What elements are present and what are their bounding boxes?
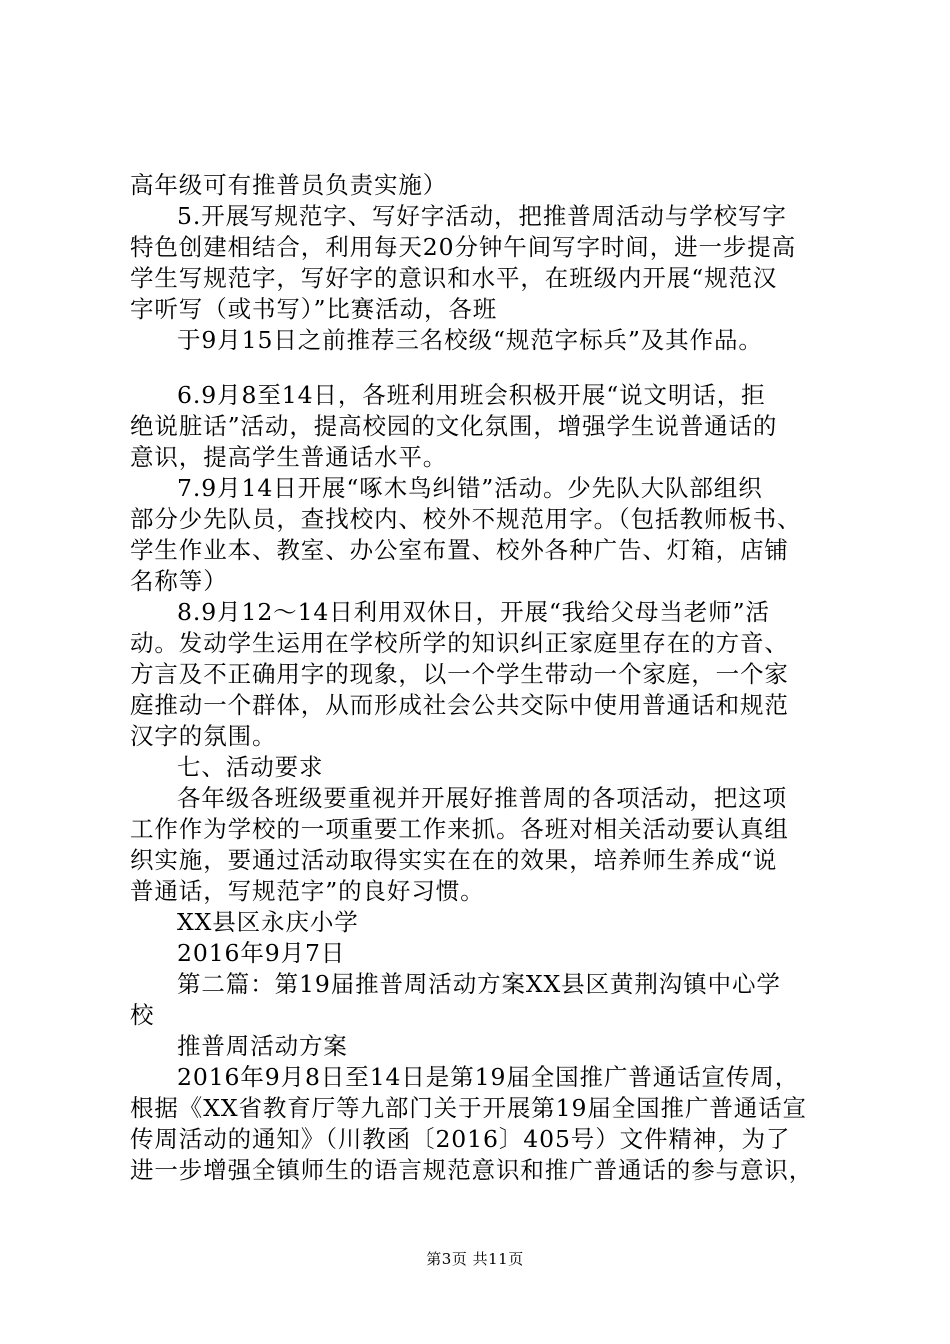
text-line: 根据《XX省教育厅等九部门关于开展第19届全国推广普通话宣 xyxy=(130,1094,807,1122)
text-line: 方言及不正确用字的现象，以一个学生带动一个家庭，一个家 xyxy=(130,660,789,688)
text-line: 特色创建相结合，利用每天20分钟午间写字时间，进一步提高 xyxy=(130,233,797,261)
text-line: 5.开展写规范字、写好字活动，把推普周活动与学校写字 xyxy=(177,202,787,230)
chapter-heading-continued: 校 xyxy=(130,1001,155,1029)
text-line: 于9月15日之前推荐三名校级“规范字标兵”及其作品。 xyxy=(177,326,763,354)
text-line: 学生写规范字，写好字的意识和水平，在班级内开展“规范汉 xyxy=(130,264,778,292)
plan-title: 推普周活动方案 xyxy=(177,1032,348,1060)
section-heading: 七、活动要求 xyxy=(177,753,324,781)
text-line: 7.9月14日开展“啄木鸟纠错”活动。少先队大队部组织 xyxy=(177,474,763,502)
text-line: 织实施，要通过活动取得实实在在的效果，培养师生养成“说 xyxy=(130,846,778,874)
text-line: 绝说脏话”活动，提高校园的文化氛围，增强学生说普通话的 xyxy=(130,412,778,440)
text-line: 高年级可有推普员负责实施） xyxy=(130,171,448,199)
text-line: 工作作为学校的一项重要工作来抓。各班对相关活动要认真组 xyxy=(130,815,789,843)
text-line: 名称等） xyxy=(130,567,228,595)
chapter-heading: 第二篇：第19届推普周活动方案XX县区黄荆沟镇中心学 xyxy=(177,970,781,998)
text-line: 普通话，写规范字”的良好习惯。 xyxy=(130,877,485,905)
text-line: 庭推动一个群体，从而形成社会公共交际中使用普通话和规范 xyxy=(130,691,789,719)
text-line: 进一步增强全镇师生的语言规范意识和推广普通话的参与意识， xyxy=(130,1156,814,1184)
signature-school: XX县区永庆小学 xyxy=(177,908,359,936)
text-line: 动。发动学生运用在学校所学的知识纠正家庭里存在的方音、 xyxy=(130,629,789,657)
text-line: 汉字的氛围。 xyxy=(130,722,277,750)
text-line: 2016年9月8日至14日是第19届全国推广普通话宣传周， xyxy=(177,1063,800,1091)
text-line: 部分少先队员，查找校内、校外不规范用字。（包括教师板书、 xyxy=(130,505,802,533)
text-line: 意识，提高学生普通话水平。 xyxy=(130,443,448,471)
body-text xyxy=(130,170,830,1186)
text-line: 各年级各班级要重视并开展好推普周的各项活动，把这项 xyxy=(177,784,787,812)
text-line: 传周活动的通知》（川教函〔2016〕405号）文件精神，为了 xyxy=(130,1125,791,1153)
text-line: 6.9月8至14日，各班利用班会积极开展“说文明话，拒 xyxy=(177,381,766,409)
paragraph-gap xyxy=(130,356,830,380)
text-line: 学生作业本、教室、办公室布置、校外各种广告、灯箱，店铺 xyxy=(130,536,789,564)
signature-date: 2016年9月7日 xyxy=(177,939,346,967)
page-number-footer: 第3页 共11页 xyxy=(426,1250,524,1268)
text-line: 字听写（或书写）”比赛活动，各班 xyxy=(130,295,498,323)
text-line: 8.9月12～14日利用双休日，开展“我给父母当老师”活 xyxy=(177,598,770,626)
